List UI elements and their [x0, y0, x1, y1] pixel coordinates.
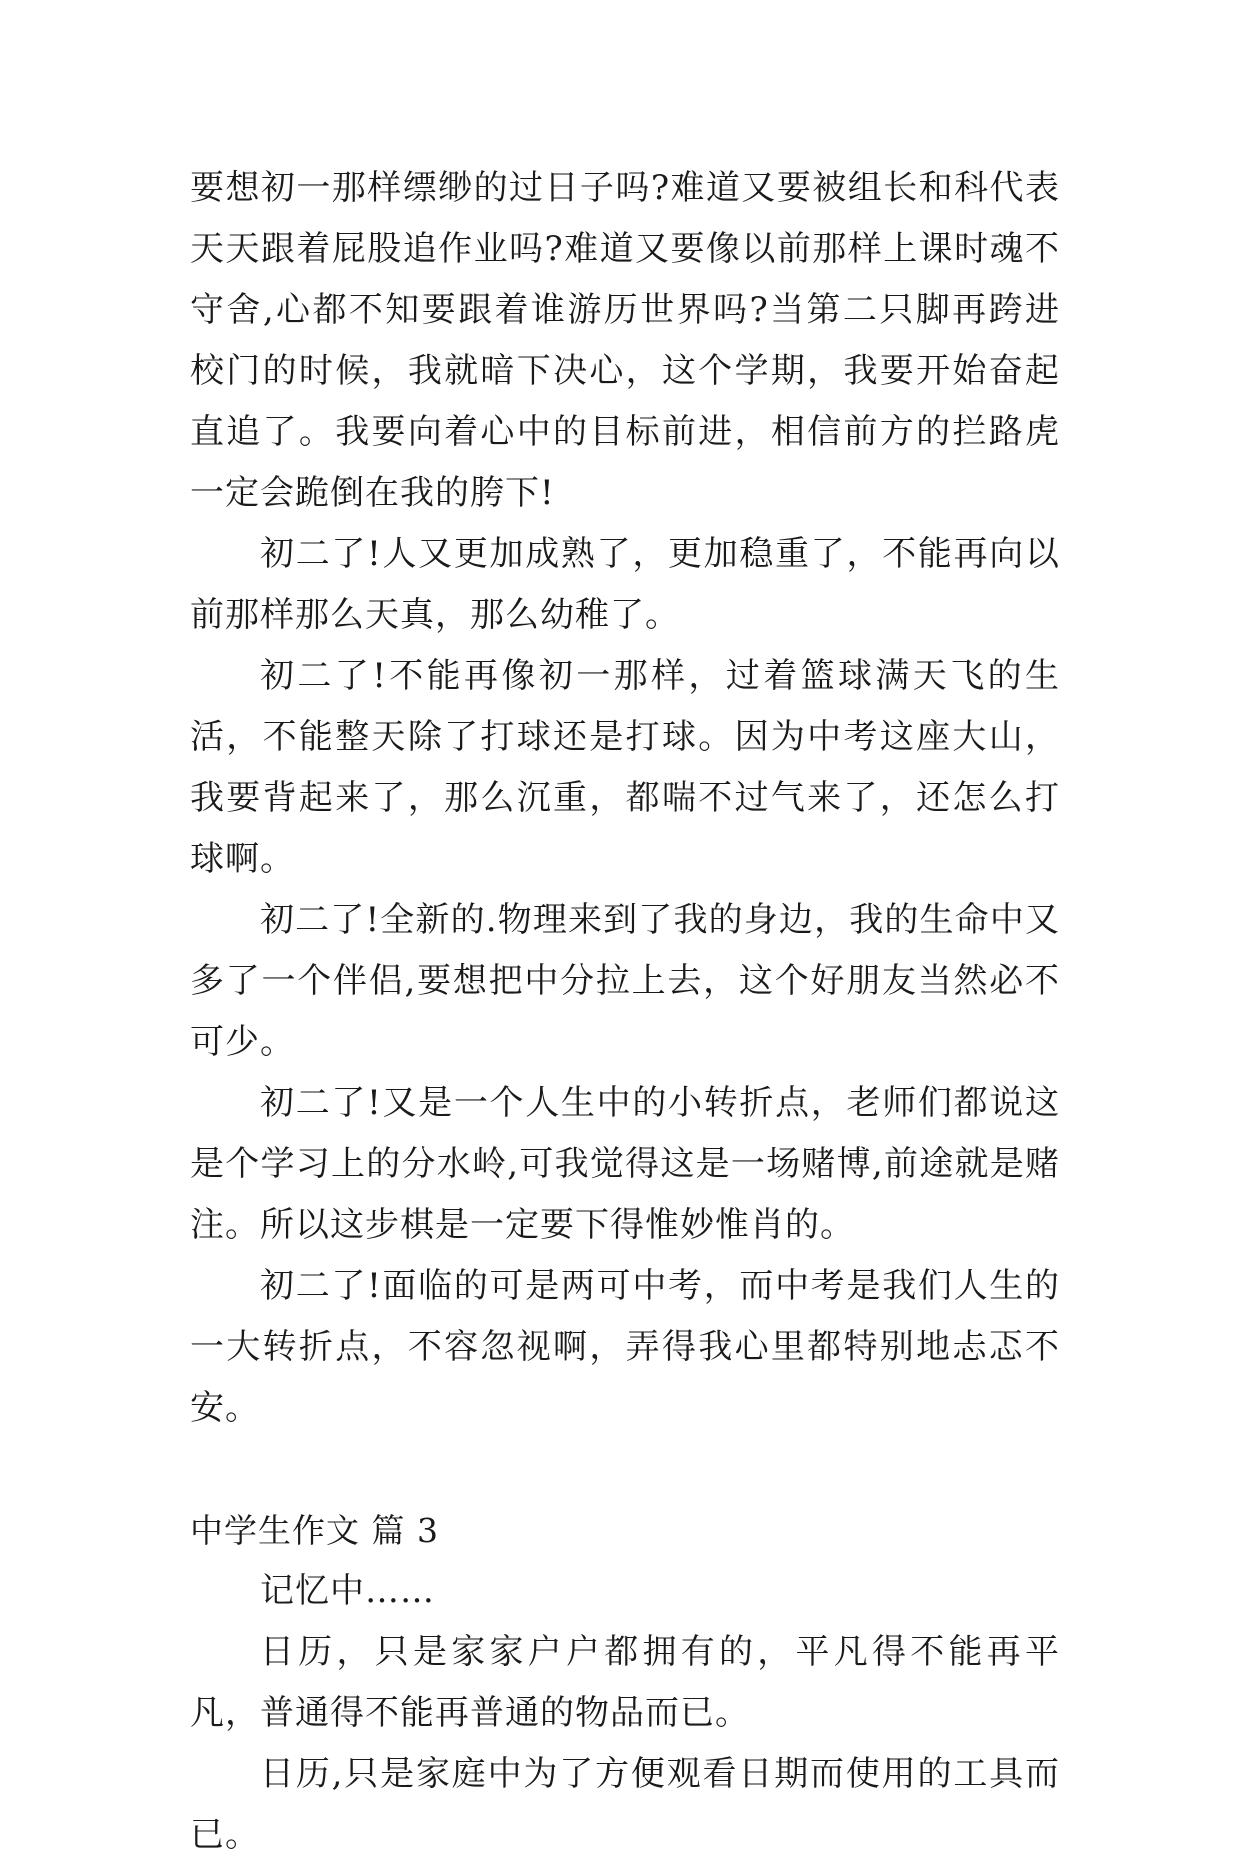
- paragraph-physics: 初二了!全新的.物理来到了我的身边，我的生命中又多了一个伴侣,要想把中分拉上去，这个好朋友当然必不可少。: [190, 900, 1060, 1062]
- paragraph-calendar-tool: 日历,只是家庭中为了方便观看日期而使用的工具而已。: [190, 1754, 1060, 1855]
- paragraph-more-mature: 初二了!人又更加成熟了，更加稳重了，不能再向以前那样那么天真，那么幼稚了。: [190, 534, 1060, 635]
- paragraph-calendar-ordinary: 日历，只是家家户户都拥有的，平凡得不能再平凡，普通得不能再普通的物品而已。: [190, 1632, 1060, 1733]
- paragraph-basketball: 初二了!不能再像初一那样，过着篮球满天飞的生活，不能整天除了打球还是打球。因为中考这座大山，我要背起来了，那么沉重，都喘不过气来了，还怎么打球啊。: [190, 656, 1060, 879]
- paragraph-turning-point: 初二了!又是一个人生中的小转折点，老师们都说这是个学习上的分水岭,可我觉得这是一场赌博,前途就是赌注。所以这步棋是一定要下得惟妙惟肖的。: [190, 1083, 1060, 1245]
- paragraph-exam-anxiety: 初二了!面临的可是两可中考，而中考是我们人生的一大转折点，不容忽视啊，弄得我心里都特别地忐忑不安。: [190, 1266, 1060, 1428]
- paragraph-memory: 记忆中……: [260, 1571, 435, 1611]
- section-title: 中学生作文 篇 3: [190, 1511, 439, 1550]
- paragraph-continued: 要想初一那样缥缈的过日子吗?难道又要被组长和科代表天天跟着屁股追作业吗?难道又要像以前那样上课时魂不守舍,心都不知要跟着谁游历世界吗?当第二只脚再跨进校门的时候，我就暗下决心，这个学期，我要开始奋起直追了。我要向着心中的目标前进，相信前方的拦路虎一定会跪倒在我的胯下!: [190, 168, 1060, 513]
- document-body: [190, 158, 1060, 1866]
